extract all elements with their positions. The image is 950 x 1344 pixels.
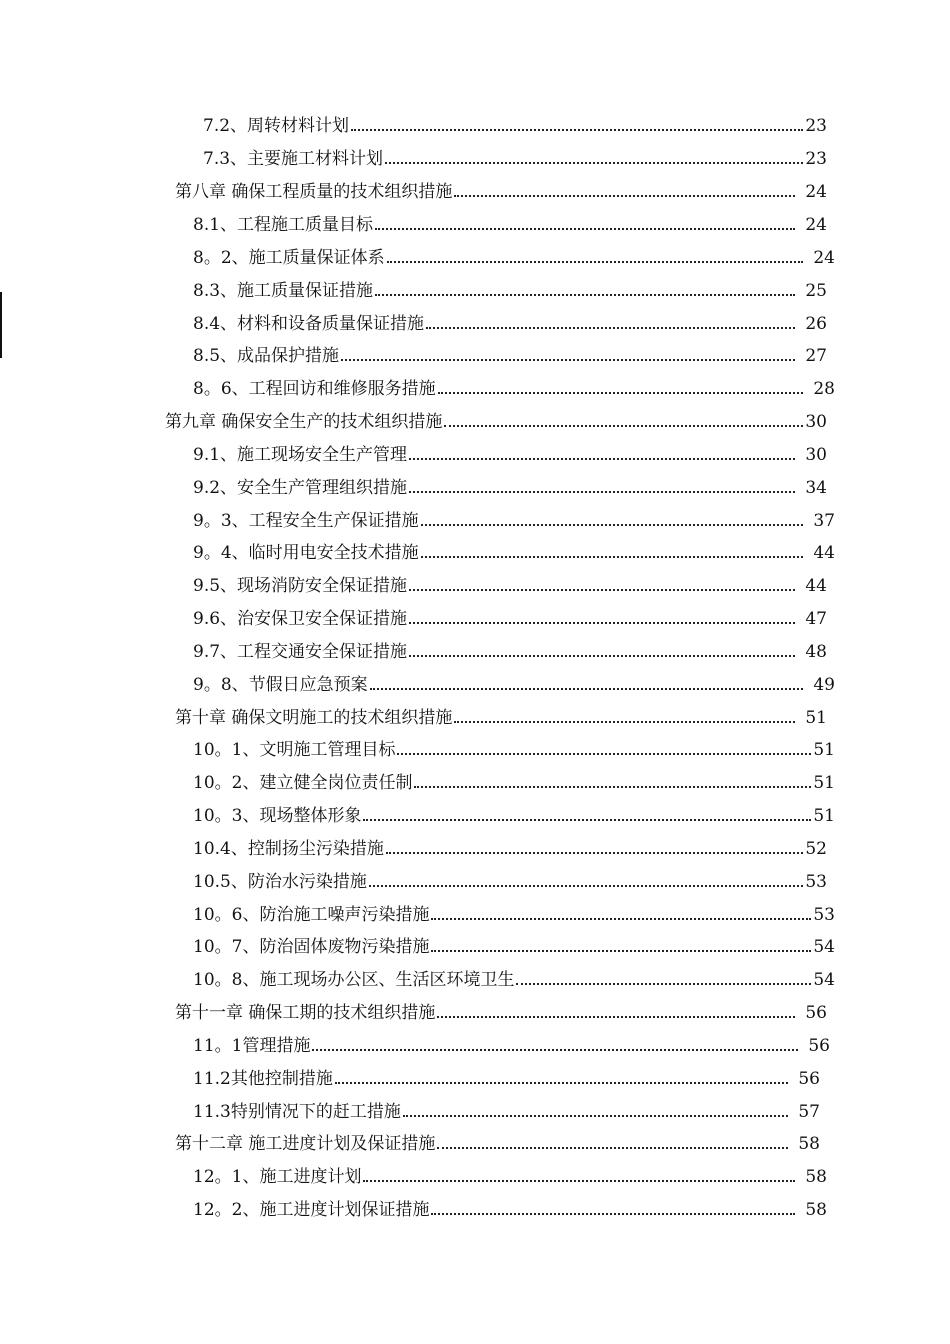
toc-entry-page: 51 [813, 773, 835, 793]
toc-entry-page: 51 [813, 806, 835, 826]
toc-dot-leader [421, 505, 803, 537]
toc-entry[interactable] [193, 866, 827, 898]
toc-entry-page: 48 [805, 642, 827, 662]
toc-entry-title: 10。7、防治固体废物污染措施 [193, 937, 430, 957]
toc-dot-leader [454, 176, 795, 208]
toc-entry[interactable] [193, 734, 835, 766]
toc-entry-title: 9.5、现场消防安全保证措施 [193, 576, 408, 596]
toc-dot-leader [421, 537, 803, 569]
toc-chapter[interactable] [175, 176, 827, 208]
toc-dot-leader [351, 110, 803, 142]
toc-dot-leader [438, 373, 803, 405]
toc-entry-page: 34 [805, 478, 827, 498]
toc-dot-leader [431, 899, 811, 931]
toc-dot-leader [409, 472, 795, 504]
toc-entry-title: 10。6、防治施工噪声污染措施 [193, 905, 430, 925]
toc-entry-page: 28 [813, 379, 835, 399]
toc-entry[interactable] [193, 899, 835, 931]
toc-entry-title: 9.7、工程交通安全保证措施 [193, 642, 408, 662]
toc-entry[interactable] [193, 603, 827, 635]
toc-dot-leader [335, 1063, 788, 1095]
toc-entry-page: 30 [805, 445, 827, 465]
toc-entry[interactable] [193, 308, 827, 340]
toc-entry[interactable] [193, 1030, 830, 1062]
toc-entry-title: 11。1管理措施 [193, 1036, 311, 1056]
toc-entry-title: 10。8、施工现场办公区、生活区环境卫生 [193, 970, 515, 990]
toc-dot-leader [397, 734, 811, 766]
toc-entry-title: 9。8、节假日应急预案 [193, 675, 368, 695]
toc-entry-page: 47 [805, 609, 827, 629]
toc-entry[interactable] [193, 472, 827, 504]
toc-entry-title: 9。3、工程安全生产保证措施 [193, 511, 419, 531]
toc-entry-title: 12。2、施工进度计划保证措施 [193, 1200, 430, 1220]
toc-entry[interactable] [193, 570, 827, 602]
toc-entry[interactable] [193, 1161, 827, 1193]
toc-entry-title: 8。6、工程回访和维修服务措施 [193, 379, 436, 399]
toc-entry-title: 8.3、施工质量保证措施 [193, 281, 374, 301]
toc-entry-page: 52 [805, 839, 827, 859]
toc-entry-title: 8。2、施工质量保证体系 [193, 248, 385, 268]
toc-entry-title: 10。3、现场整体形象 [193, 806, 362, 826]
toc-dot-leader [426, 308, 795, 340]
toc-dot-leader [385, 143, 803, 175]
toc-entry-title: 10.5、防治水污染措施 [193, 872, 367, 892]
toc-dot-leader [369, 866, 803, 898]
toc-entry-page: 56 [798, 1069, 820, 1089]
toc-entry-title: 8.4、材料和设备质量保证措施 [193, 314, 425, 334]
toc-entry-title: 12。1、施工进度计划 [193, 1167, 362, 1187]
toc-entry-page: 24 [813, 248, 835, 268]
toc-entry-page: 51 [813, 740, 835, 760]
toc-dot-leader [370, 669, 803, 701]
toc-entry-title: 第十章 确保文明施工的技术组织措施 [175, 708, 453, 728]
toc-dot-leader [431, 931, 811, 963]
toc-dot-leader [516, 964, 811, 996]
toc-entry[interactable] [193, 505, 835, 537]
toc-entry[interactable] [193, 373, 835, 405]
toc-entry[interactable] [193, 209, 827, 241]
toc-entry-page: 26 [805, 314, 827, 334]
toc-entry-page: 54 [813, 937, 835, 957]
toc-entry-page: 58 [805, 1200, 827, 1220]
toc-entry-page: 44 [805, 576, 827, 596]
toc-entry-title: 10.4、控制扬尘污染措施 [193, 839, 384, 859]
toc-dot-leader [363, 1161, 795, 1193]
toc-entry[interactable] [193, 669, 835, 701]
toc-entry[interactable] [193, 275, 827, 307]
toc-entry-title: 8.5、成品保护措施 [193, 346, 340, 366]
toc-entry-title: 9.6、治安保卫安全保证措施 [193, 609, 408, 629]
toc-dot-leader [375, 275, 795, 307]
toc-entry-page: 49 [813, 675, 835, 695]
toc-entry-page: 24 [805, 215, 827, 235]
toc-chapter[interactable] [165, 406, 827, 438]
toc-dot-leader [341, 340, 795, 372]
toc-entry-page: 27 [805, 346, 827, 366]
toc-entry-page: 37 [813, 511, 835, 531]
toc-entry-page: 53 [813, 905, 835, 925]
toc-dot-leader [403, 1096, 788, 1128]
toc-chapter[interactable] [175, 997, 827, 1029]
toc-dot-leader [409, 570, 795, 602]
toc-chapter[interactable] [175, 702, 827, 734]
toc-dot-leader [414, 767, 811, 799]
toc-dot-leader [386, 833, 803, 865]
toc-dot-leader [437, 1128, 788, 1160]
toc-entry[interactable] [193, 636, 827, 668]
toc-entry-page: 58 [805, 1167, 827, 1187]
toc-entry-title: 11.3特别情况下的赶工措施 [193, 1102, 401, 1122]
toc-entry[interactable] [203, 143, 827, 175]
toc-entry-title: 第十二章 施工进度计划及保证措施 [175, 1134, 436, 1154]
toc-entry[interactable] [193, 964, 835, 996]
toc-dot-leader [454, 702, 795, 734]
toc-entry[interactable] [193, 767, 835, 799]
toc-entry-page: 25 [805, 281, 827, 301]
margin-bar [0, 292, 2, 358]
toc-entry[interactable] [193, 537, 835, 569]
toc-dot-leader [375, 209, 795, 241]
toc-entry-page: 30 [805, 412, 827, 432]
toc-dot-leader [444, 406, 803, 438]
toc-entry-page: 56 [808, 1036, 830, 1056]
toc-entry-title: 10。1、文明施工管理目标 [193, 740, 396, 760]
toc-dot-leader [312, 1030, 798, 1062]
toc-entry-page: 56 [805, 1003, 827, 1023]
toc-entry-title: 9。4、临时用电安全技术措施 [193, 543, 419, 563]
toc-entry-page: 58 [798, 1134, 820, 1154]
toc-entry-title: 11.2其他控制措施 [193, 1069, 333, 1089]
toc-entry[interactable] [193, 439, 827, 471]
toc-entry-title: 9.1、施工现场安全生产管理 [193, 445, 408, 465]
toc-dot-leader [387, 242, 803, 274]
toc-entry[interactable] [193, 1063, 820, 1095]
toc-dot-leader [363, 800, 811, 832]
toc-entry[interactable] [193, 931, 835, 963]
toc-entry[interactable] [193, 800, 835, 832]
toc-entry[interactable] [193, 1096, 820, 1128]
toc-entry-title: 第八章 确保工程质量的技术组织措施 [175, 182, 453, 202]
toc-entry-page: 23 [805, 116, 827, 136]
toc-entry-title: 7.3、主要施工材料计划 [203, 149, 384, 169]
toc-dot-leader [431, 1194, 795, 1226]
toc-dot-leader [409, 603, 795, 635]
toc-entry[interactable] [193, 1194, 827, 1226]
toc-entry-page: 24 [805, 182, 827, 202]
toc-entry-page: 51 [805, 708, 827, 728]
toc-entry-title: 第十一章 确保工期的技术组织措施 [175, 1003, 436, 1023]
toc-entry-title: 7.2、周转材料计划 [203, 116, 350, 136]
toc-entry-page: 53 [805, 872, 827, 892]
toc-entry-page: 57 [798, 1102, 820, 1122]
toc-entry[interactable] [193, 833, 827, 865]
toc-entry[interactable] [193, 340, 827, 372]
toc-entry-page: 23 [805, 149, 827, 169]
toc-entry-title: 8.1、工程施工质量目标 [193, 215, 374, 235]
toc-entry-title: 第九章 确保安全生产的技术组织措施 [165, 412, 443, 432]
toc-entry-title: 10。2、建立健全岗位责任制 [193, 773, 413, 793]
toc-entry-page: 54 [813, 970, 835, 990]
toc-dot-leader [409, 636, 795, 668]
toc-dot-leader [409, 439, 795, 471]
toc-dot-leader [437, 997, 795, 1029]
toc-entry-title: 9.2、安全生产管理组织措施 [193, 478, 408, 498]
toc-entry[interactable] [193, 242, 835, 274]
toc-entry-page: 44 [813, 543, 835, 563]
toc-entry[interactable] [203, 110, 827, 142]
toc-chapter[interactable] [175, 1128, 820, 1160]
